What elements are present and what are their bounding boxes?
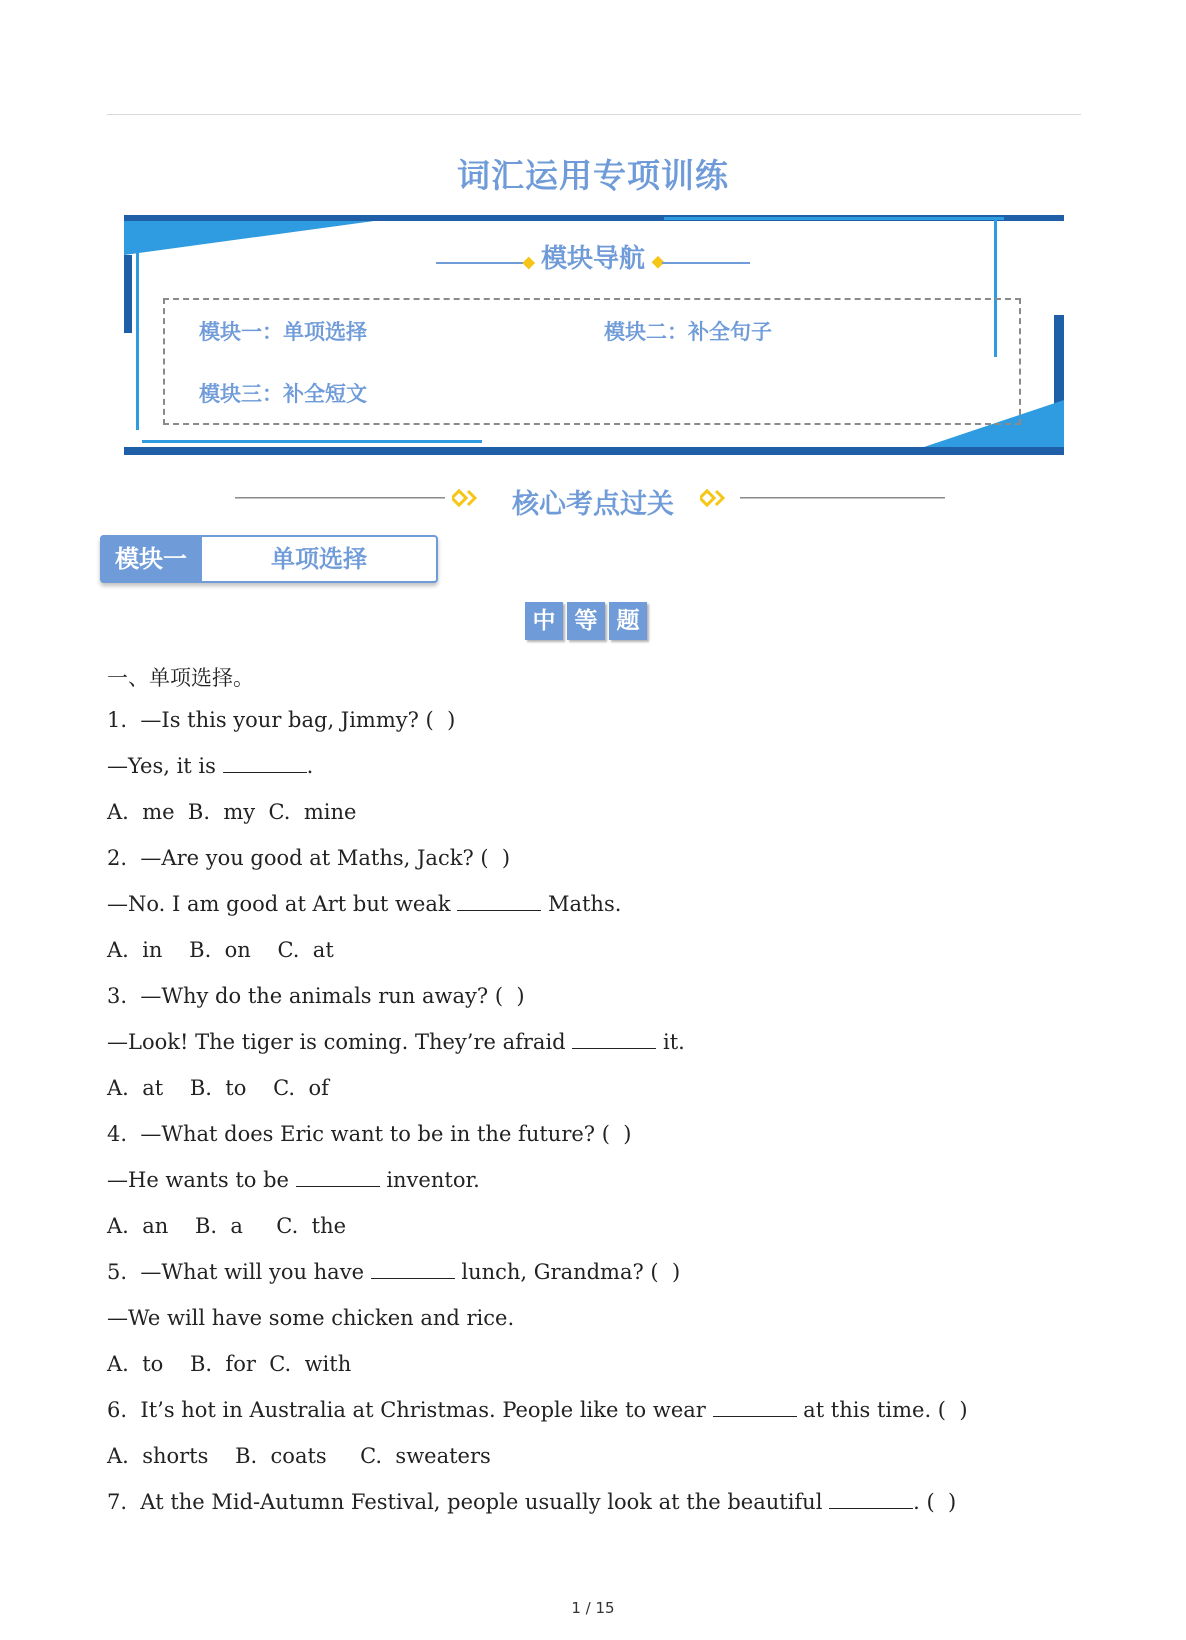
answer-blank[interactable]	[296, 1168, 380, 1187]
answer-blank[interactable]	[371, 1260, 455, 1279]
question-5-reply: —We will have some chicken and rice.	[107, 1306, 515, 1330]
question-4-options: A. an B. a C. the	[107, 1214, 347, 1238]
answer-blank[interactable]	[572, 1030, 656, 1049]
section-heading: 一、单项选择。	[107, 666, 254, 690]
module-navigation-header	[0, 238, 1186, 275]
core-section-title: 核心考点过关	[512, 489, 674, 520]
question-7-stem: 7. At the Mid-Autumn Festival, people usually look at the beautiful . ( )	[107, 1490, 957, 1514]
question-4-reply: —He wants to be inventor.	[107, 1168, 480, 1192]
difficulty-char: 等	[567, 602, 605, 640]
page-number: 1 / 15	[571, 1599, 615, 1617]
question-4-stem: 4. —What does Eric want to be in the future? ( )	[107, 1122, 632, 1146]
core-right-diamond-icon	[700, 488, 730, 508]
question-3-options: A. at B. to C. of	[107, 1076, 329, 1100]
answer-blank[interactable]	[829, 1490, 913, 1509]
module-tag-name: 单项选择	[271, 545, 367, 573]
difficulty-char: 题	[609, 602, 647, 640]
nav-item-module-1[interactable]: 模块一：单项选择	[199, 320, 367, 344]
question-5-stem: 5. —What will you have lunch, Grandma? ( )	[107, 1260, 681, 1284]
nav-item-module-2[interactable]: 模块二：补全句子	[604, 320, 772, 344]
nav-left-decoration	[436, 255, 536, 271]
question-2-stem: 2. —Are you good at Maths, Jack? ( )	[107, 846, 511, 870]
module-navigation-title: 模块导航	[540, 244, 645, 274]
answer-blank[interactable]	[457, 892, 541, 911]
question-5-options: A. to B. for C. with	[107, 1352, 352, 1376]
question-2-options: A. in B. on C. at	[107, 938, 334, 962]
answer-blank[interactable]	[713, 1398, 797, 1417]
difficulty-char: 中	[525, 602, 563, 640]
document-title: 词汇运用专项训练	[457, 156, 729, 195]
module-tag-label: 模块一	[100, 535, 202, 583]
question-1-options: A. me B. my C. mine	[107, 800, 357, 824]
core-right-rule	[740, 496, 945, 500]
question-3-stem: 3. —Why do the animals run away? ( )	[107, 984, 525, 1008]
question-2-reply: —No. I am good at Art but weak Maths.	[107, 892, 622, 916]
question-6-stem: 6. It’s hot in Australia at Christmas. People like to wear at this time. ( )	[107, 1398, 968, 1422]
answer-blank[interactable]	[223, 754, 307, 773]
question-1-stem: 1. —Is this your bag, Jimmy? ( )	[107, 708, 456, 732]
nav-right-decoration	[650, 255, 750, 271]
question-6-options: A. shorts B. coats C. sweaters	[107, 1444, 491, 1468]
difficulty-badge	[525, 602, 647, 640]
module-tag	[100, 535, 438, 583]
question-1-reply: —Yes, it is .	[107, 754, 314, 778]
nav-item-module-3[interactable]: 模块三：补全短文	[199, 382, 367, 406]
question-3-reply: —Look! The tiger is coming. They’re afraid it.	[107, 1030, 685, 1054]
header-rule	[107, 114, 1081, 115]
